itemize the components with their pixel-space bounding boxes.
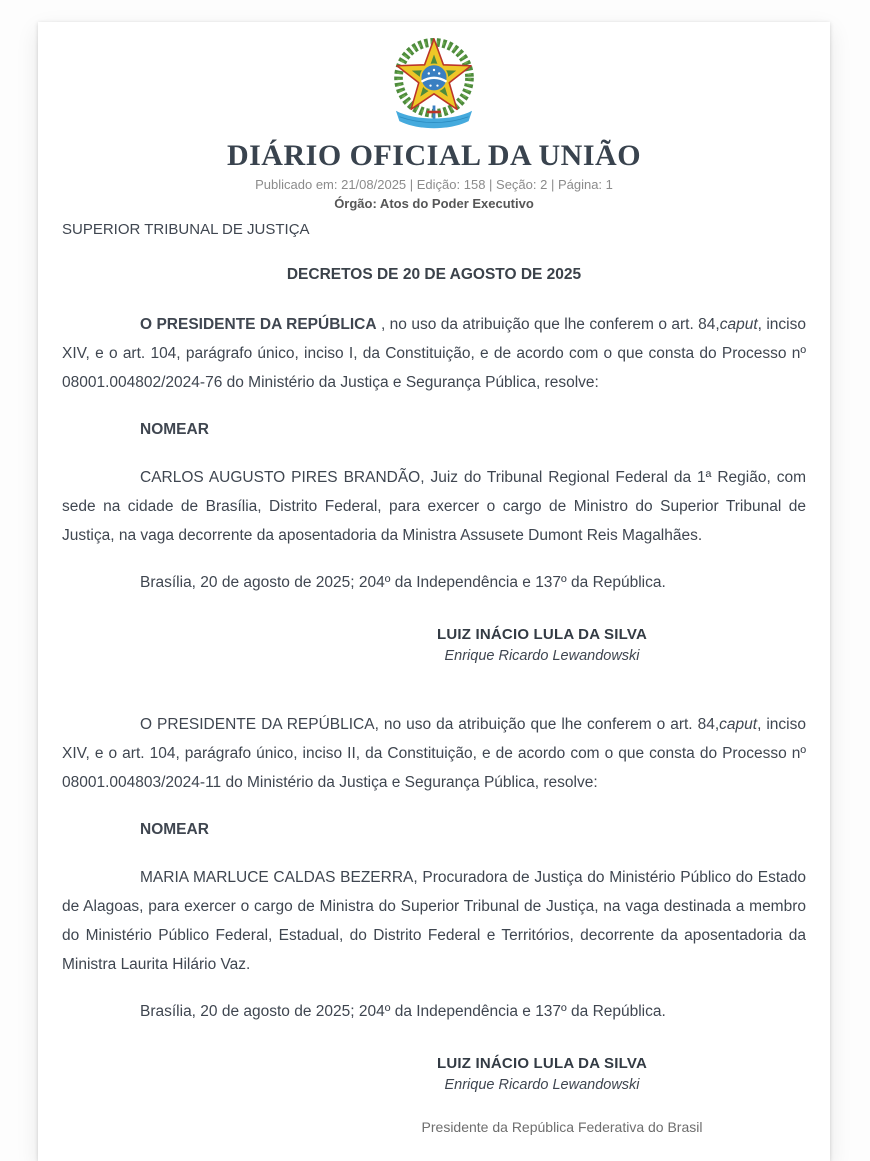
decree-2-signature-block bbox=[332, 1055, 752, 1093]
decree-1-action: NOMEAR bbox=[140, 421, 209, 438]
decree-2-dateline: Brasília, 20 de agosto de 2025; 204º da Independência e 137º da República. bbox=[140, 1003, 666, 1020]
decree-1-signature-block bbox=[332, 626, 752, 664]
opening-text-rest: , inciso XIV, e o art. 104, parágrafo único, inciso II, da Constituição, e de acordo com o que consta do Processo nº 08001.004803/2024-11 do Ministério da Justiça e Segurança Pública, resolve: bbox=[62, 716, 806, 791]
caput-italic: caput bbox=[719, 316, 758, 333]
signature-president-name: LUIZ INÁCIO LULA DA SILVA bbox=[437, 626, 647, 643]
decree-1-dateline: Brasília, 20 de agosto de 2025; 204º da Independência e 137º da República. bbox=[140, 574, 666, 591]
decrees-title: DECRETOS DE 20 DE AGOSTO DE 2025 bbox=[286, 266, 582, 283]
agency-name: SUPERIOR TRIBUNAL DE JUSTIÇA bbox=[62, 221, 310, 238]
header-emblem-wrap bbox=[62, 38, 806, 133]
brazil-coat-of-arms-icon bbox=[382, 38, 486, 128]
decree-2-action: NOMEAR bbox=[140, 821, 209, 838]
organ-line: Órgão: Atos do Poder Executivo bbox=[334, 196, 534, 211]
decree-2-appointment-paragraph: MARIA MARLUCE CALDAS BEZERRA, Procuradora de Justiça do Ministério Público do Estado de Alagoas, para exercer o cargo de Ministra do Superior Tribunal de Justiça, na vaga destinada a membro do Ministério Público Federal, Estadual, do Distrito Federal e Territórios, decorrente da aposentadoria da Ministra Laurita Hilário Vaz. bbox=[62, 869, 806, 973]
decree-1-appointment-paragraph: CARLOS AUGUSTO PIRES BRANDÃO, Juiz do Tribunal Regional Federal da 1ª Região, com sede na cidade de Brasília, Distrito Federal, para exercer o cargo de Ministro do Superior Tribunal de Justiça, na vaga decorrente da aposentadoria da Ministra Assusete Dumont Reis Magalhães. bbox=[62, 469, 806, 544]
signature-cosigner-name: Enrique Ricardo Lewandowski bbox=[444, 1077, 640, 1093]
signature-cosigner-name: Enrique Ricardo Lewandowski bbox=[444, 648, 640, 664]
president-role-footer: Presidente da República Federativa do Brasil bbox=[421, 1119, 703, 1135]
decree-1 bbox=[62, 310, 806, 664]
caput-italic: caput bbox=[719, 716, 758, 733]
gazette-title: DIÁRIO OFICIAL DA UNIÃO bbox=[226, 139, 642, 172]
opening-text-rest: , inciso XIV, e o art. 104, parágrafo único, inciso I, da Constituição, e de acordo com o que consta do Processo nº 08001.004802/2024-76 do Ministério da Justiça e Segurança Pública, resolve: bbox=[62, 316, 806, 391]
decree-2 bbox=[62, 710, 806, 1093]
president-name: O PRESIDENTE DA REPÚBLICA bbox=[140, 716, 375, 733]
opening-text: , no uso da atribuição que lhe conferem o art. 84, bbox=[376, 316, 720, 333]
document-card bbox=[38, 22, 830, 1161]
opening-text: , no uso da atribuição que lhe conferem o art. 84, bbox=[374, 716, 720, 733]
signature-president-name: LUIZ INÁCIO LULA DA SILVA bbox=[437, 1055, 647, 1072]
decree-1-opening-paragraph bbox=[62, 310, 806, 397]
decree-2-opening-paragraph bbox=[62, 710, 806, 797]
publication-meta: Publicado em: 21/08/2025 | Edição: 158 | Seção: 2 | Página: 1 bbox=[255, 177, 613, 192]
president-name-bold: O PRESIDENTE DA REPÚBLICA bbox=[140, 316, 377, 333]
